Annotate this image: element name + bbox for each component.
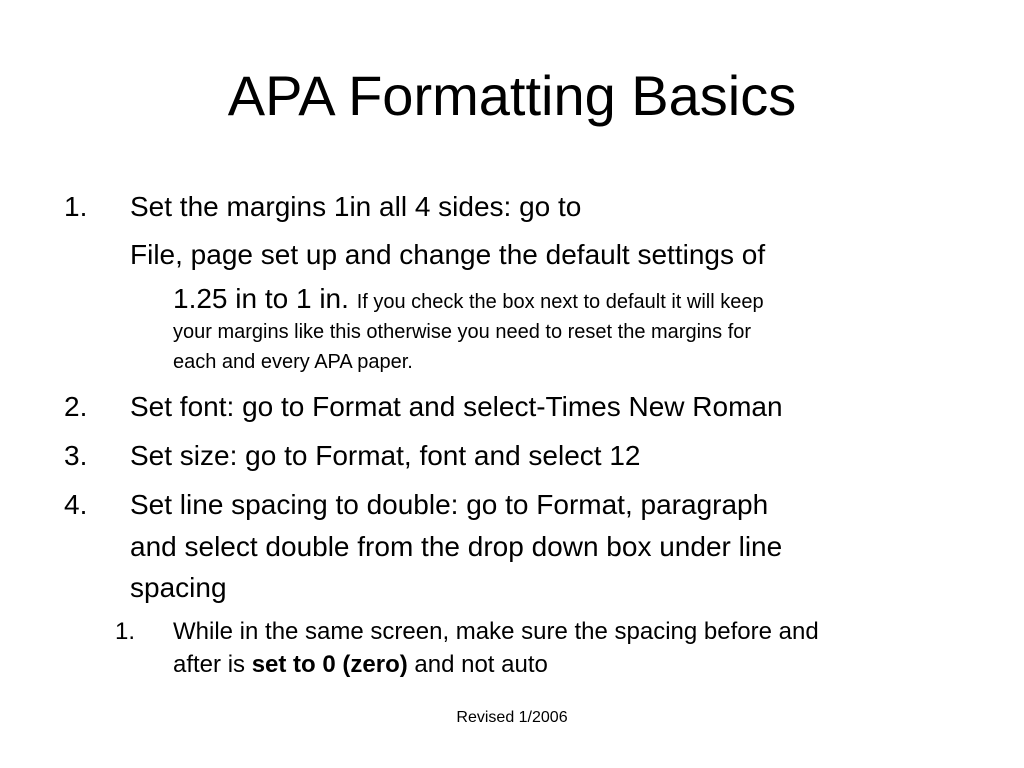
item-1-line-2: File, page set up and change the default settings of bbox=[130, 239, 766, 270]
slide-title: APA Formatting Basics bbox=[227, 64, 797, 127]
subitem-1-line-2-post: and not auto bbox=[407, 651, 548, 678]
item-2-number: 2. bbox=[64, 391, 88, 422]
item-1-line-3-main: 1.25 in to 1 in. bbox=[173, 283, 349, 314]
subitem-1-line-2-pre: after is bbox=[173, 651, 252, 678]
subitem-1-number: 1. bbox=[115, 618, 136, 645]
subitem-1-line-2-bold: set to 0 (zero) bbox=[251, 651, 408, 678]
item-1-line-3 bbox=[173, 282, 764, 316]
item-4-line-3: spacing bbox=[130, 572, 227, 603]
item-4-line-1: Set line spacing to double: go to Format, paragraph bbox=[130, 489, 769, 520]
item-3-number: 3. bbox=[64, 440, 88, 471]
item-1-line-1: Set the margins 1in all 4 sides: go to bbox=[130, 191, 582, 222]
footer-revised: Revised 1/2006 bbox=[456, 709, 568, 726]
item-2-text: Set font: go to Format and select-Times New Roman bbox=[130, 391, 783, 422]
item-1-note-line-3: each and every APA paper. bbox=[173, 351, 413, 373]
subitem-1-line-2 bbox=[173, 650, 548, 680]
subitem-1-line-1: While in the same screen, make sure the spacing before and bbox=[173, 618, 819, 645]
item-1-number: 1. bbox=[64, 191, 88, 222]
item-3-text: Set size: go to Format, font and select 12 bbox=[130, 440, 641, 471]
item-1-note-line-1: If you check the box next to default it will keep bbox=[356, 291, 764, 313]
item-1-note-line-2: your margins like this otherwise you need to reset the margins for bbox=[173, 321, 752, 343]
item-4-number: 4. bbox=[64, 489, 88, 520]
item-4-line-2: and select double from the drop down box under line bbox=[130, 531, 783, 562]
